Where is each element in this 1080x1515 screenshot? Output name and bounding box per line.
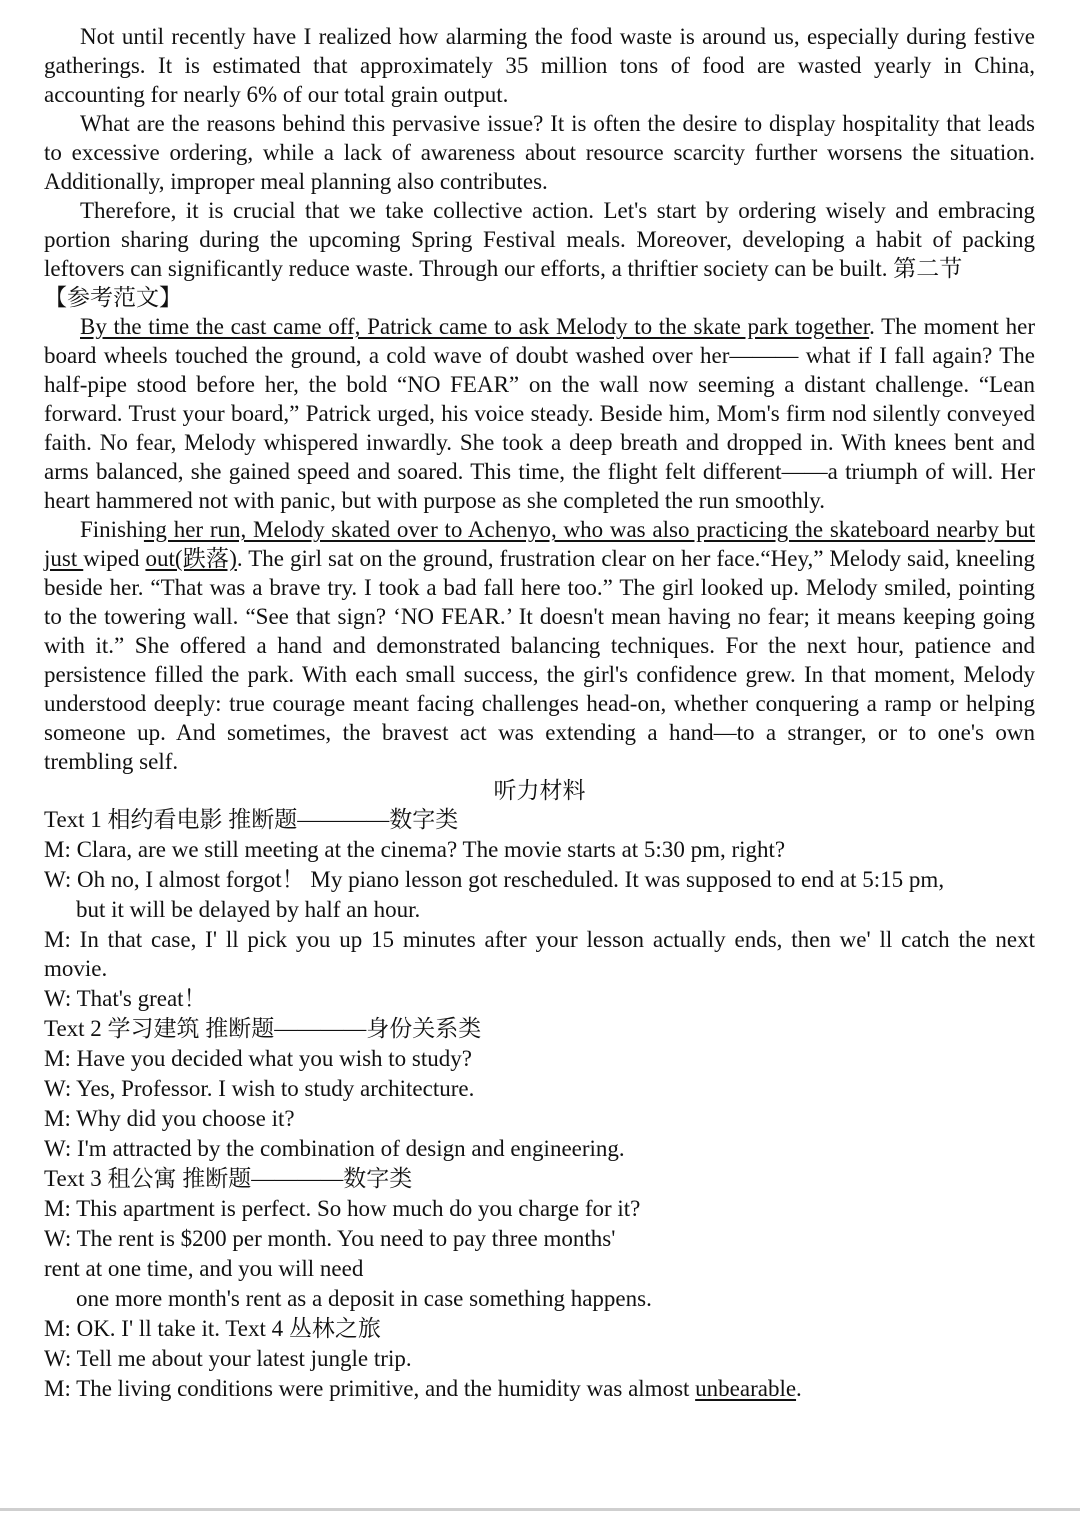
text-3-line-5: M: OK. I' ll take it. Text 4 丛林之旅 — [44, 1316, 381, 1341]
text-1-line-3: but it will be delayed by half an hour. — [76, 897, 421, 922]
continuation-paragraph-2 — [44, 515, 1035, 776]
text-3-heading: Text 3 租公寓 推断题————数字类 — [44, 1166, 413, 1191]
essay-food-waste — [44, 22, 1035, 283]
text-1-heading: Text 1 相约看电影 推断题————数字类 — [44, 807, 459, 832]
text-1-line-4: M: In that case, I' ll pick you up 15 minutes after your lesson actually ends, then we' ll catch the next movie. — [44, 927, 1035, 981]
text-3-line-4: one more month's rent as a deposit in case something happens. — [76, 1286, 652, 1311]
text-1-line-1: M: Clara, are we still meeting at the cinema? The movie starts at 5:30 pm, right? — [44, 837, 786, 862]
text-4-line-2-lead: M: The living conditions were primitive, and the humidity was almost — [44, 1376, 696, 1401]
text-1-line-5: W: That's great！ — [44, 986, 207, 1011]
text-4-line-2 — [44, 1374, 1035, 1403]
text-3-line-2: W: The rent is $200 per month. You need to pay three months' — [44, 1226, 616, 1251]
text-4-line-2-end: . — [796, 1376, 802, 1401]
listening-material-title: 听力材料 — [493, 778, 586, 803]
listening-material — [44, 805, 1035, 1403]
text-4-line-1: W: Tell me about your latest jungle trip. — [44, 1346, 412, 1371]
underlined-phrase-wiped-out: out(跌落) — [145, 546, 237, 571]
essay-paragraph-2: What are the reasons behind this pervasive issue? It is often the desire to display hospitality that leads to excessive ordering, while a lack of awareness about resource scarcity further worsens the situation. Additionally, improper meal planning also contributes. — [44, 111, 1035, 194]
text-2-heading: Text 2 学习建筑 推断题————身份关系类 — [44, 1016, 482, 1041]
essay-paragraph-3: Therefore, it is crucial that we take collective action. Let's start by ordering wisely and embracing portion sharing during the upcoming Spring Festival meals. Moreover, developing a habit of packing leftovers can significantly reduce waste. Through our efforts, a thriftier society can be built. 第二节 — [44, 198, 1035, 281]
underlined-opening-sentence-1: By the time the cast came off, Patrick came to ask Melody to the skate park together — [80, 314, 870, 339]
paragraph-2-body: . The girl sat on the ground, frustration clear on her face.“Hey,” Melody said, kneeling beside her. “That was a brave try. I took a bad fall here too.” The girl looked up. Melody smiled, pointing to the towering wall. “See that sign? ‘NO FEAR.’ It doesn't mean having no fear; it means keeping going with it.” She offered a hand and demonstrated balancing techniques. For the next hour, patience and persistence filled the park. With each small success, the girl's confidence grew. In that moment, Melody understood deeply: true courage meant facing challenges head-on, whether conquering a ramp or helping someone up. And sometimes, the bravest act was extending a hand—to a stranger, or to one's own trembling self. — [44, 546, 1035, 774]
text-2-line-2: W: Yes, Professor. I wish to study architecture. — [44, 1076, 475, 1101]
text-1-line-2: W: Oh no, I almost forgot！ My piano lesson got rescheduled. It was supposed to end at 5:15 pm, — [44, 867, 945, 892]
text-2-line-4: W: I'm attracted by the combination of design and engineering. — [44, 1136, 625, 1161]
continuation-paragraph-1 — [44, 312, 1035, 515]
document-page — [44, 22, 1035, 1404]
paragraph-2-lead: Finishi — [80, 517, 144, 542]
essay-paragraph-1: Not until recently have I realized how alarming the food waste is around us, especially during festive gatherings. It is estimated that approximately 35 million tons of food are wasted yearly in China, accounting for nearly 6% of our total grain output. — [44, 24, 1035, 107]
text-3-line-1: M: This apartment is perfect. So how much do you charge for it? — [44, 1196, 641, 1221]
page-bottom-divider — [0, 1508, 1080, 1511]
underlined-word-unbearable: unbearable — [695, 1376, 797, 1401]
paragraph-2-word: wiped — [83, 546, 146, 571]
text-2-line-1: M: Have you decided what you wish to study? — [44, 1046, 472, 1071]
essay-continuation — [44, 312, 1035, 776]
underlined-opening-sentence-2: ng her run, Melody skated over to Achenyo, who was also practicing the skateboard nearby but just — [44, 517, 1035, 571]
text-2-line-3: M: Why did you choose it? — [44, 1106, 295, 1131]
section-heading-reference-essay: 【参考范文】 — [44, 285, 182, 310]
text-3-line-3: rent at one time, and you will need — [44, 1256, 364, 1281]
paragraph-1-body: . The moment her board wheels touched the ground, a cold wave of doubt washed over her——— what if I fall again? The half-pipe stood before her, the bold “NO FEAR” on the wall now seeming a distant challenge. “Lean forward. Trust your board,” Patrick urged, his voice steady. Beside him, Mom's firm nod silently conveyed faith. No fear, Melody whispered inwardly. She took a deep breath and dropped in. With knees bent and arms balanced, she gained speed and soared. This time, the flight felt different——a triumph of will. Her heart hammered not with panic, but with purpose as she completed the run smoothly. — [44, 314, 1035, 513]
